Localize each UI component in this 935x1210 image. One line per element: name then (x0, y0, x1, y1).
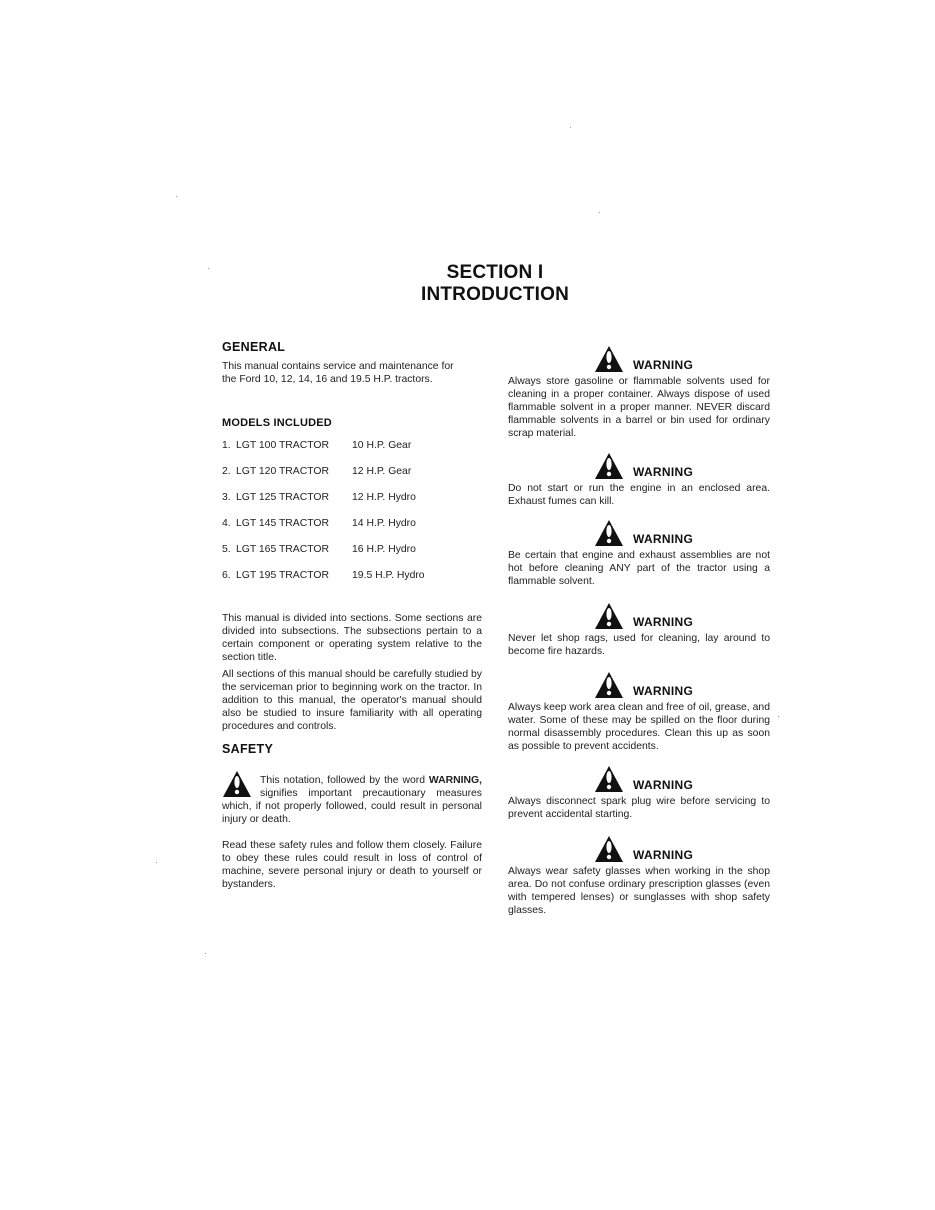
warning-text: Be certain that engine and exhaust assemblies are not hot before cleaning ANY part of the tractor using a flammable solvent. (508, 550, 770, 587)
model-item (222, 466, 482, 492)
warning-triangle-icon (222, 770, 252, 798)
warning-block (508, 763, 770, 821)
warning-header (594, 343, 770, 373)
warning-text: Never let shop rags, used for cleaning, lay around to become fire hazards. (508, 633, 770, 657)
model-item (222, 544, 482, 570)
model-name: LGT 120 TRACTOR (236, 466, 329, 477)
model-number: 6. (222, 570, 231, 581)
notation-rest: signifies important precautionary measures which, if not properly followed, could result in personal injury or death. (222, 788, 482, 825)
scan-speck (156, 862, 157, 863)
warning-triangle-icon (594, 765, 624, 793)
warning-label: WARNING (633, 615, 694, 629)
model-name: LGT 125 TRACTOR (236, 492, 329, 503)
warning-block (508, 343, 770, 440)
warning-block (508, 600, 770, 658)
model-name: LGT 195 TRACTOR (236, 570, 329, 581)
warning-text: Always wear safety glasses when working in the shop area. Do not confuse ordinary prescription glasses (even with tempered lenses) or sunglasses with shop safety glasses. (508, 866, 770, 916)
warning-triangle-icon (594, 835, 624, 863)
warning-label: WARNING (633, 684, 694, 698)
warning-header (594, 450, 770, 480)
warning-text: Always disconnect spark plug wire before servicing to prevent accidental starting. (508, 796, 770, 820)
safety-notation (222, 774, 482, 826)
warning-block (508, 833, 770, 917)
model-item (222, 440, 482, 466)
safety-rules: Read these safety rules and follow them closely. Failure to obey these rules could result in loss of control of machine, severe personal injury or death to yourself or bystanders. (222, 840, 482, 890)
warning-block (508, 517, 770, 588)
model-power: 16 H.P. Hydro (352, 544, 416, 555)
section-number: SECTION I (446, 262, 544, 283)
general-text: This manual contains service and maintenance for the Ford 10, 12, 14, 16 and 19.5 H.P. tractors. (222, 361, 454, 385)
model-item (222, 492, 482, 518)
model-number: 2. (222, 466, 231, 477)
scan-speck (570, 127, 571, 128)
model-number: 4. (222, 518, 231, 529)
notation-warning-word: WARNING, (428, 775, 482, 786)
models-list (222, 440, 482, 596)
sections-paragraph: This manual is divided into sections. Some sections are divided into subsections. The subsections pertain to a certain component or operating system relative to the section title. (222, 613, 482, 663)
warning-text: Do not start or run the engine in an enclosed area. Exhaust fumes can kill. (508, 483, 770, 507)
scan-speck (176, 196, 177, 197)
warning-block (508, 669, 770, 753)
warning-label: WARNING (633, 358, 694, 372)
notation-prefix: This notation, followed by the word (260, 775, 425, 786)
warning-header (594, 763, 770, 793)
warning-label: WARNING (633, 848, 694, 862)
warning-header (594, 600, 770, 630)
warning-label: WARNING (633, 532, 694, 546)
model-power: 14 H.P. Hydro (352, 518, 416, 529)
general-heading: GENERAL (222, 340, 286, 354)
warning-label: WARNING (633, 778, 694, 792)
warning-label: WARNING (633, 465, 694, 479)
model-power: 19.5 H.P. Hydro (352, 570, 425, 581)
safety-heading: SAFETY (222, 742, 274, 756)
model-name: LGT 145 TRACTOR (236, 518, 329, 529)
scan-speck (205, 953, 206, 954)
study-paragraph: All sections of this manual should be carefully studied by the serviceman prior to beginning work on the tractor. In addition to this manual, the operator's manual should also be studied to insure familiarity with all operating procedures and controls. (222, 669, 482, 732)
left-column (222, 340, 482, 891)
scan-speck (778, 716, 779, 717)
warning-header (594, 517, 770, 547)
scan-speck (599, 212, 600, 213)
model-number: 3. (222, 492, 231, 503)
model-power: 10 H.P. Gear (352, 440, 412, 451)
warning-triangle-icon (594, 519, 624, 547)
model-item (222, 570, 482, 596)
right-column (508, 343, 770, 917)
warning-triangle-icon (594, 452, 624, 480)
section-title (0, 262, 935, 306)
warning-header (594, 669, 770, 699)
model-name: LGT 100 TRACTOR (236, 440, 329, 451)
section-name: INTRODUCTION (420, 284, 570, 305)
model-item (222, 518, 482, 544)
warning-text: Always store gasoline or flammable solvents used for cleaning in a proper container. Always dispose of used flammable solvent in a proper manner. NEVER discard flammable solvents in a barrel or bin used for ordinary scrap material. (508, 376, 770, 439)
model-power: 12 H.P. Gear (352, 466, 412, 477)
model-number: 5. (222, 544, 231, 555)
model-power: 12 H.P. Hydro (352, 492, 416, 503)
model-name: LGT 165 TRACTOR (236, 544, 329, 555)
model-number: 1. (222, 440, 231, 451)
warning-header (594, 833, 770, 863)
warning-triangle-icon (594, 345, 624, 373)
warning-text: Always keep work area clean and free of oil, grease, and water. Some of these may be spilled on the floor during normal disassembly procedures. Clean this up as soon as possible to prevent accidents. (508, 702, 770, 752)
warning-triangle-icon (594, 602, 624, 630)
warning-block (508, 450, 770, 508)
warning-triangle-icon (594, 671, 624, 699)
models-heading: MODELS INCLUDED (222, 417, 332, 429)
